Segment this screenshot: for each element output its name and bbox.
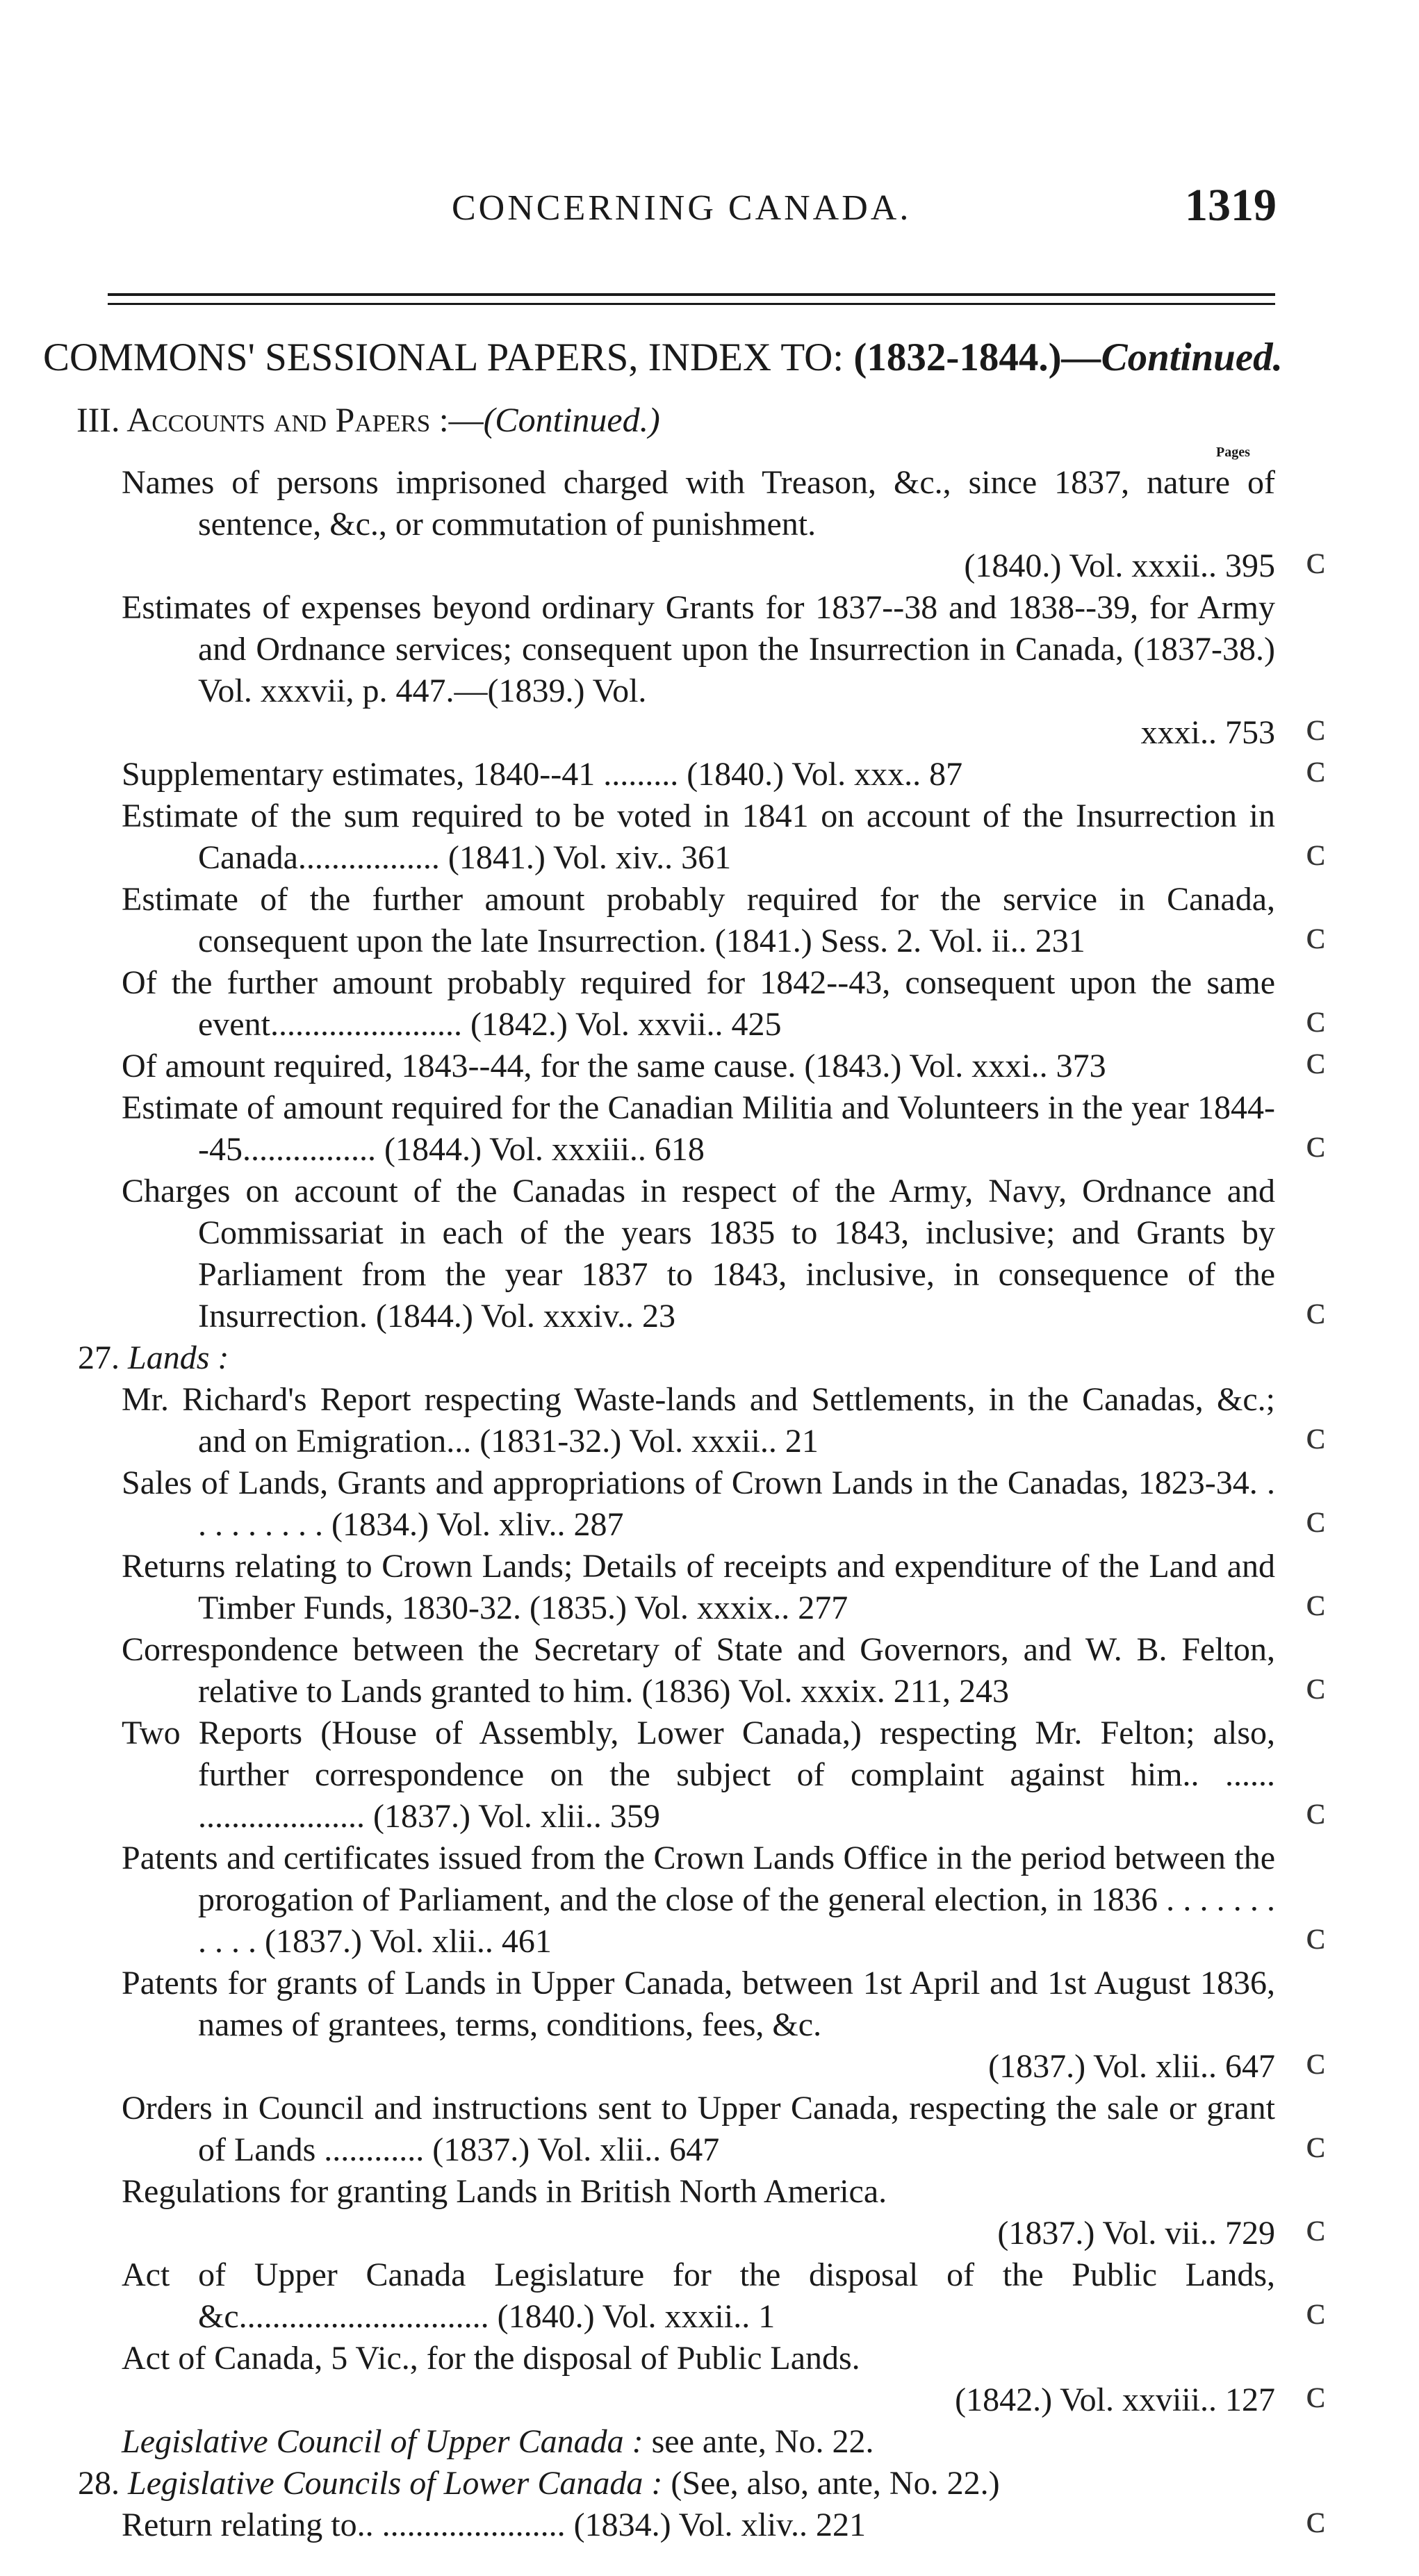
- index-entry: [122, 462, 1326, 587]
- header-rule-top: [108, 293, 1275, 296]
- entry-text: Estimate of the sum required to be voted in 1841 on account of the Insurrection in Canada................. (1841.) Vol. xiv.. 361: [122, 798, 1275, 876]
- lands-heading-number: 27.: [78, 1339, 120, 1376]
- section-continued: —Continued.: [1061, 336, 1283, 379]
- margin-mark-icon: ᴄ: [1306, 912, 1326, 957]
- entry-citation: (1837.) Vol. xlii.. 647: [988, 2048, 1275, 2085]
- entry-text: Act of Upper Canada Legislature for the disposal of the Public Lands, &c.............................. (1840.) Vol. xxxii.. 1: [122, 2256, 1275, 2335]
- index-entry: [122, 2254, 1326, 2338]
- entry-citation: (1842.) Vol. xxviii.. 127: [955, 2381, 1275, 2418]
- index-entry: [122, 2496, 1326, 2546]
- cross-reference-note: [122, 2421, 1419, 2463]
- entry-text: Regulations for granting Lands in British North America.: [122, 2173, 887, 2210]
- entry-text: Mr. Richard's Report respecting Waste-lands and Settlements, in the Canadas, &c.; and on Emigration... (1831-32.) Vol. xxxii.. 21: [122, 1381, 1275, 1460]
- entry-text: Estimate of amount required for the Canadian Militia and Volunteers in the year 1844--45................ (1844.) Vol. xxxiii.. 618: [122, 1089, 1275, 1168]
- index-entries: [0, 462, 1419, 2546]
- section-years: (1832-1844.): [853, 336, 1062, 379]
- lands-heading-title: Lands :: [128, 1339, 229, 1376]
- margin-mark-icon: ᴄ: [1306, 2038, 1326, 2083]
- index-entry: [122, 2338, 1326, 2421]
- pages-column-heading: Pages: [1216, 445, 1250, 460]
- margin-mark-icon: ᴄ: [1306, 2496, 1326, 2541]
- margin-mark-icon: ᴄ: [1306, 2371, 1326, 2416]
- entry-text: Names of persons imprisoned charged with Treason, &c., since 1837, nature of sentence, &c., or commutation of punishment.: [122, 464, 1275, 543]
- entry-text: Charges on account of the Canadas in respect of the Army, Navy, Ordnance and Commissariat in each of the years 1835 to 1843, inclusive; and Grants by Parliament from the year 1837 to 1843, inclusive, in consequence of the Insurrection. (1844.) Vol. xxxiv.. 23: [122, 1173, 1275, 1335]
- index-entry: [122, 1171, 1326, 1337]
- note-italic: Legislative Council of Upper Canada :: [122, 2423, 643, 2460]
- index-entry: [122, 962, 1326, 1046]
- entry-text: Two Reports (House of Assembly, Lower Canada,) respecting Mr. Felton; also, further correspondence on the subject of complaint against him.. ...... .................... (1837.) Vol. xlii.. 359: [122, 1715, 1275, 1835]
- margin-mark-icon: ᴄ: [1306, 1287, 1326, 1332]
- index-entry: [122, 1629, 1326, 1712]
- entry-text: Act of Canada, 5 Vic., for the disposal of Public Lands.: [122, 2340, 860, 2377]
- index-entry: [122, 1838, 1326, 1963]
- page-number: 1319: [1185, 180, 1277, 231]
- entry-text: Estimates of expenses beyond ordinary Grants for 1837--38 and 1838--39, for Army and Ordnance services; consequent upon the Insurrection in Canada, (1837-38.) Vol. xxxvii, p. 447.—(1839.) Vol.: [122, 589, 1275, 709]
- margin-mark-icon: ᴄ: [1306, 2288, 1326, 2333]
- entry-text: Of the further amount probably required for 1842--43, consequent upon the same event....................... (1842.) Vol. xxvii.. 425: [122, 964, 1275, 1043]
- entry-text: Orders in Council and instructions sent to Upper Canada, respecting the sale or grant of Lands ............ (1837.) Vol. xlii.. 647: [122, 2090, 1275, 2168]
- header-rule-bottom: [108, 303, 1275, 305]
- subsection-label: III. Accounts and Papers :—: [76, 400, 484, 439]
- index-entry: [122, 879, 1326, 962]
- councils-heading: [78, 2463, 1419, 2504]
- margin-mark-icon: ᴄ: [1306, 1496, 1326, 1541]
- margin-mark-icon: ᴄ: [1306, 996, 1326, 1041]
- index-entry: [122, 1462, 1326, 1546]
- entry-text: Correspondence between the Secretary of State and Governors, and W. B. Felton, relative to Lands granted to him. (1836) Vol. xxxix. 211, 243: [122, 1631, 1275, 1710]
- subsection-continued: (Continued.): [483, 400, 660, 439]
- margin-mark-icon: ᴄ: [1306, 745, 1326, 791]
- entry-text: Patents for grants of Lands in Upper Canada, between 1st April and 1st August 1836, names of grantees, terms, conditions, fees, &c.: [122, 1965, 1275, 2043]
- margin-mark-icon: ᴄ: [1306, 2121, 1326, 2166]
- index-entry: [122, 1546, 1326, 1629]
- lands-heading: [78, 1337, 1419, 1379]
- running-title: CONCERNING CANADA.: [452, 188, 912, 228]
- councils-heading-number: 28.: [78, 2465, 120, 2502]
- entry-citation: (1840.) Vol. xxxii.. 395: [964, 547, 1275, 584]
- index-entry: [122, 795, 1326, 879]
- margin-mark-icon: ᴄ: [1306, 2204, 1326, 2249]
- entry-citation: xxxi.. 753: [1140, 714, 1275, 751]
- margin-mark-icon: ᴄ: [1306, 1913, 1326, 1958]
- index-entry: [122, 745, 1326, 795]
- index-entry: [122, 2088, 1326, 2171]
- index-entry: [122, 1037, 1326, 1087]
- margin-mark-icon: ᴄ: [1306, 704, 1326, 749]
- index-entry: [122, 2171, 1326, 2254]
- entry-text: Of amount required, 1843--44, for the same cause. (1843.) Vol. xxxi.. 373: [122, 1048, 1106, 1084]
- entry-text: Sales of Lands, Grants and appropriations of Crown Lands in the Canadas, 1823-34. . . . . . . . . . (1834.) Vol. xliv.. 287: [122, 1464, 1275, 1543]
- section-title-prefix: COMMONS' SESSIONAL PAPERS, INDEX TO:: [43, 336, 844, 379]
- margin-mark-icon: ᴄ: [1306, 1579, 1326, 1624]
- margin-mark-icon: ᴄ: [1306, 1787, 1326, 1833]
- page-header: [0, 180, 1419, 243]
- margin-mark-icon: ᴄ: [1306, 1662, 1326, 1708]
- entry-text: Patents and certificates issued from the Crown Lands Office in the period between the prorogation of Parliament, and the close of the general election, in 1836 . . . . . . . . . . . (1837.) Vol. xlii.. 461: [122, 1840, 1275, 1960]
- margin-mark-icon: ᴄ: [1306, 1412, 1326, 1458]
- index-entry: [122, 1963, 1326, 2088]
- entry-text: Return relating to.. ...................... (1834.) Vol. xliv.. 221: [122, 2507, 867, 2543]
- councils-heading-title: Legislative Councils of Lower Canada :: [128, 2465, 663, 2502]
- note-plain: see ante, No. 22.: [643, 2423, 874, 2460]
- index-entry: [122, 1379, 1326, 1462]
- margin-mark-icon: ᴄ: [1306, 1037, 1326, 1082]
- index-entry: [122, 587, 1326, 754]
- index-entry: [122, 1087, 1326, 1171]
- margin-mark-icon: ᴄ: [1306, 829, 1326, 874]
- entry-text: Returns relating to Crown Lands; Details of receipts and expenditure of the Land and Timber Funds, 1830-32. (1835.) Vol. xxxix.. 277: [122, 1548, 1275, 1626]
- margin-mark-icon: ᴄ: [1306, 1121, 1326, 1166]
- index-entry: [122, 1712, 1326, 1838]
- entry-text: Supplementary estimates, 1840--41 ......... (1840.) Vol. xxx.. 87: [122, 756, 963, 793]
- section-title: [43, 335, 1283, 380]
- entry-citation: (1837.) Vol. vii.. 729: [997, 2215, 1275, 2252]
- councils-heading-note: (See, also, ante, No. 22.): [662, 2465, 1000, 2502]
- subsection-title: [76, 399, 660, 440]
- entry-text: Estimate of the further amount probably required for the service in Canada, consequent upon the late Insurrection. (1841.) Sess. 2. Vol. ii.. 231: [122, 881, 1275, 959]
- margin-mark-icon: ᴄ: [1306, 537, 1326, 582]
